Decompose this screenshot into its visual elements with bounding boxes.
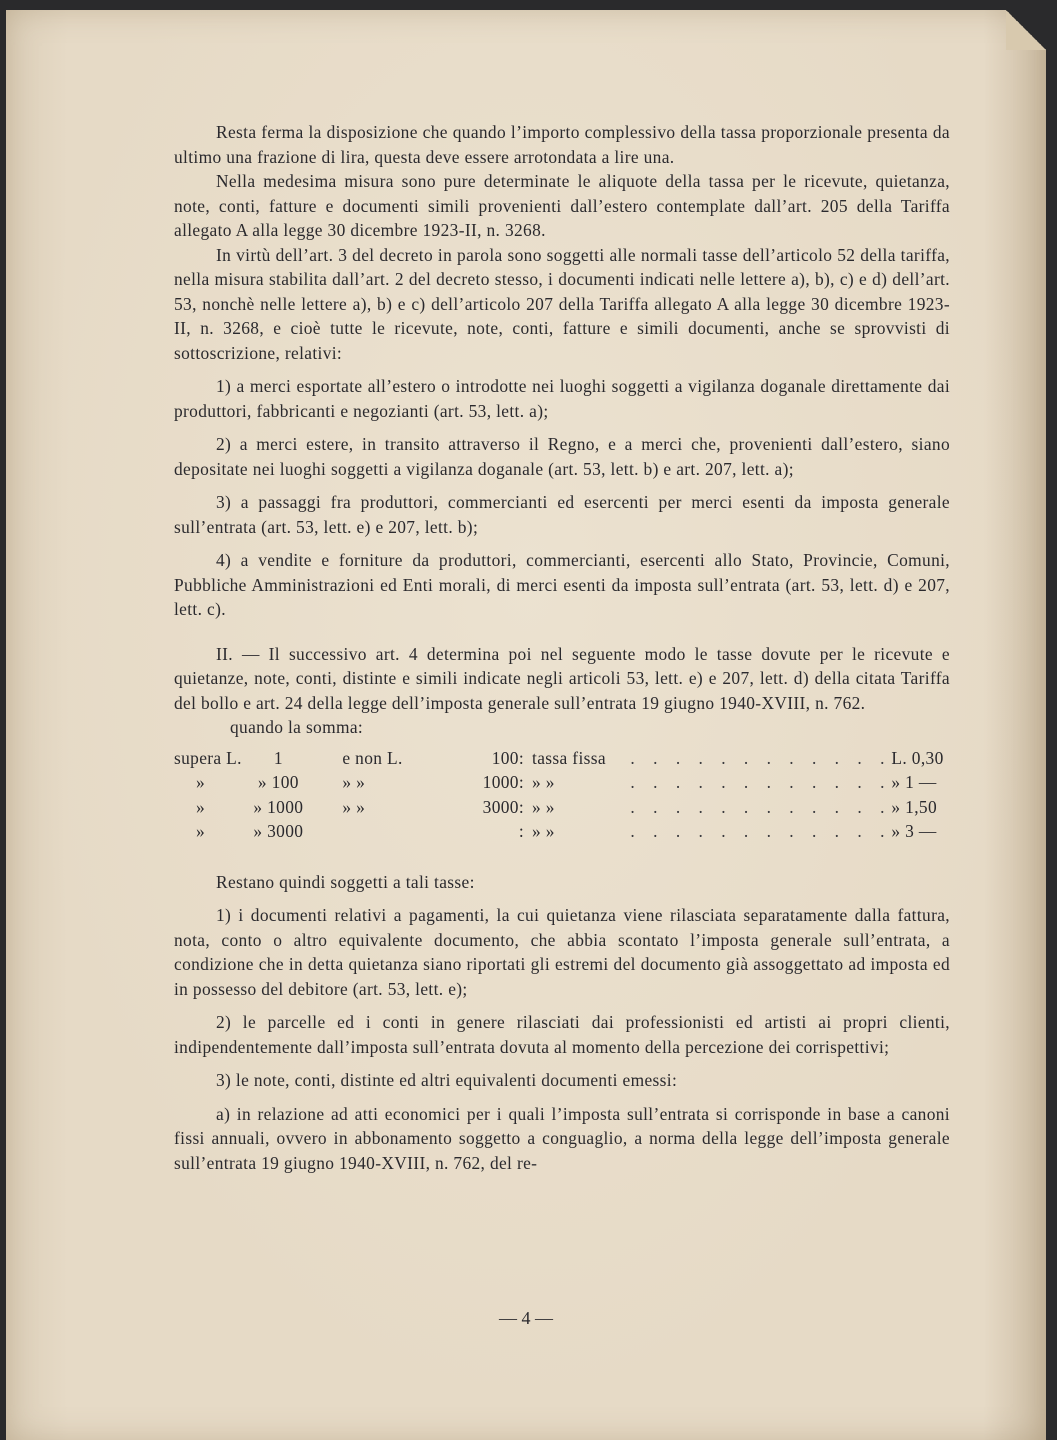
table-row	[174, 746, 950, 771]
table-cell: »	[196, 772, 206, 792]
list-item: 2) le parcelle ed i conti in genere rilasciati dai professionisti ed artisti ai propri clienti, indipendentemente dall’imposta sull’entrata dovuta al momento della percezione dei corrispettivi;	[174, 1012, 950, 1057]
table-row	[174, 819, 950, 844]
table-cell: »	[196, 821, 206, 841]
list-item: 1) a merci esportate all’estero o introdotte nei luoghi soggetti a vigilanza doganale direttamente dai produttori, fabbricanti e negozianti (art. 53, lett. a);	[174, 376, 950, 421]
document-page	[6, 10, 1046, 1440]
table-cell	[342, 819, 426, 844]
table-cell: » »	[342, 796, 366, 817]
table-cell	[303, 819, 342, 844]
table-cell: 1	[273, 747, 283, 768]
leader-dots: . . . . . . . . . . . .	[630, 821, 892, 841]
table-cell: » 1 —	[891, 772, 937, 792]
paragraph: Nella medesima misura sono pure determinate le aliquote della tassa per le ricevute, quietanza, note, conti, fatture e documenti simili provenienti dall’estero contemplate dall’art. 205 della Tariffa allegato A alla legge 30 dicembre 1923-II, n. 3268.	[174, 171, 950, 240]
sub-item: a) in relazione ad atti economici per i quali l’imposta sull’entrata si corrisponde in base a canoni fissi annuali, ovvero in abbonamento soggetto a conguaglio, a norma della legge dell’imposta generale sull’entrata 19 giugno 1940-XVIII, n. 762, del re-	[174, 1103, 950, 1173]
page-corner	[1006, 10, 1046, 50]
table-cell	[303, 746, 342, 771]
table-cell: » »	[532, 796, 555, 817]
table-cell: » 1000	[253, 796, 304, 817]
leader-dots: . . . . . . . . . . . .	[630, 747, 892, 768]
leader-dots: . . . . . . . . . . . .	[630, 796, 892, 817]
list-item: 3) le note, conti, distinte ed altri equivalenti documenti emessi:	[216, 1070, 678, 1090]
document-body	[174, 120, 950, 1175]
table-cell: »	[196, 796, 206, 817]
table-cell: :	[518, 821, 525, 841]
paragraph: In virtù dell’art. 3 del decreto in parola sono soggetti alle normali tasse dell’articolo 52 della tariffa, nella misura stabilita dall’art. 2 del decreto stesso, i documenti indicati nelle lettere a), b), c) e d) dell’art. 53, nonchè nelle lettere a), b) e c) dell’articolo 207 della Tariffa allegato A alla legge 30 dicembre 1923-II, n. 3268, e cioè tutte le ricevute, note, conti, fatture e simili documenti, anche se sprovvisti di sottoscrizione, relativi:	[174, 244, 950, 363]
table-row	[174, 770, 950, 795]
table-row	[174, 795, 950, 820]
table-cell	[303, 795, 342, 820]
table-cell: 100:	[491, 747, 525, 768]
list-item: 4) a vendite e forniture da produttori, commercianti, esercenti allo Stato, Provincie, Comuni, Pubbliche Amministrazioni ed Enti morali, di merci esenti da imposta sull’entrata (art. 53, lett. d) e 207, lett. c).	[174, 550, 950, 619]
quando-label: quando la somma:	[230, 717, 364, 737]
table-cell: » 3 —	[891, 821, 937, 841]
table-cell: supera L.	[174, 747, 242, 768]
table-cell: L. 0,30	[891, 747, 944, 768]
table-cell: tassa fissa	[532, 747, 606, 768]
leader-dots: . . . . . . . . . . . .	[630, 772, 892, 792]
page-number: — 4 —	[499, 1308, 553, 1328]
table-cell: e non L.	[342, 747, 403, 768]
table-cell: » »	[532, 772, 555, 792]
paragraph: Resta ferma la disposizione che quando l’importo complessivo della tassa proporzionale presenta da ultimo una frazione di lira, questa deve essere arrotondata a lire una.	[174, 122, 950, 167]
list-item: 2) a merci estere, in transito attraverso il Regno, e a merci che, provenienti dall’estero, siano depositate nei luoghi soggetti a vigilanza doganale (art. 53, lett. b) e art. 207, lett. a);	[174, 434, 950, 479]
table-cell: » 3000	[253, 821, 304, 841]
table-cell: » 1,50	[891, 796, 937, 817]
table-cell: 1000:	[482, 772, 525, 792]
table-cell	[303, 770, 342, 795]
section-ii-paragraph: II. — Il successivo art. 4 determina poi nel seguente modo le tasse dovute per le ricevute e quietanze, note, conti, distinte e simili indicate negli articoli 53, lett. e) e 207, lett. d) della citata Tariffa del bollo e art. 24 della legge dell’imposta generale sull’entrata 19 giugno 1940-XVIII, n. 762.	[174, 643, 950, 713]
table-cell: » 100	[257, 772, 299, 792]
table-cell: » »	[342, 772, 366, 792]
tax-table	[174, 746, 950, 844]
table-cell: 3000:	[482, 796, 525, 817]
list-item: 3) a passaggi fra produttori, commercianti ed esercenti per merci esenti da imposta generale sull’entrata (art. 53, lett. e) e 207, lett. b);	[174, 492, 950, 537]
restano-heading: Restano quindi soggetti a tali tasse:	[216, 871, 475, 892]
list-item: 1) i documenti relativi a pagamenti, la cui quietanza viene rilasciata separatamente dalla fattura, nota, conto o altro equivalente documento, che abbia scontato l’imposta generale sull’entrata, a condizione che in detta quietanza siano riportati gli estremi del documento già assoggettato ad imposta ed in possesso del debitore (art. 53, lett. e);	[174, 905, 950, 999]
table-cell: » »	[532, 821, 555, 841]
